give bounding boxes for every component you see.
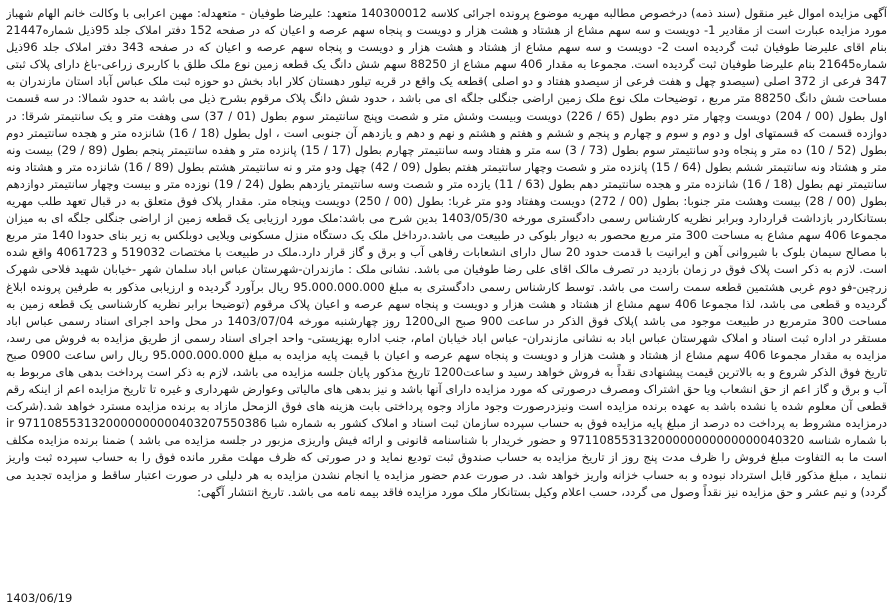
- publication-date: 1403/06/19: [6, 591, 73, 605]
- auction-notice-text: آگهی مزایده اموال غیر منقول (سند ذمه) درخصوص مطالبه مهریه موضوع پرونده اجرائی کلاسه 140300012 متعهد: علیرضا طوفیان - متعهدله: مهین اعرابی با وکالت خانم الهام شهباز مورد مزایده عبارت است از مقادیر 1- دویست و سه سهم مشاع از هشتاد و هشت هزار و دویست و پنجاه سهم عرصه و اعیان که در صفحه 152 دفتر املاک جلد 95ذیل شماره21447 بنام اقای علیرضا طوفیان ثبت گردیده است 2- دویست و سه سهم مشاع از هشتاد و هشت هزار و دویست و پنجاه سهم عرصه و اعیان که در صفحه 343 دفتر املاک جلد 96ذیل شماره21645 بنام علیرضا طوفیان ثبت گردیده است. مجموعا به مقدار 406 سهم مشاع از 88250 سهم شش دانگ یک قطعه زمین نوع ملک طلق با کاربری زراعی-باغ دارای پلاک ثبتی 347 فرعی از 372 اصلی (سیصدو چهل و هفت فرعی از سیصدو هفتاد و دو اصلی )قطعه یک واقع در قریه تیلور دهستان کلار اباد بخش دو حوزه ثبت ملک عباس آباد استان مازندران به مساحت شش دانگ 88250 متر مربع ، توضیحات ملک نوع ملک زمین اراضی جنگلی جلگه ای می باشد ، حدود شش دانگ پلاک مرقوم بشرح ذیل می باشد به حدود شمالا: در سه قسمت اول بطول (00 / 204) دویست وچهار متر دوم بطول (65 / 226) دویست وبیست وشش متر و شصت وپنج سانتیمتر سوم بطول (01 / 37) سی وهفت متر و یک سانتیمتر شرقا: در دوازده قسمت که قسمتهای اول و دوم و سوم و چهارم و پنجم و ششم و هفتم و هشتم و نهم و دهم و یازدهم آن جنوبی است ، اول بطول (18 / 16) شانزده متر و هجده سانتیمتر دوم بطول (52 / 10) ده متر و پنجاه ودو سانتیمتر سوم بطول (73 / 3) سه متر و هفتاد وسه سانتیمتر چهارم بطول (17 / 15) پانزده متر و هفده سانتیمتر پنجم بطول (89 / 29) بیست ونه متر و هشتاد ونه سانتیمتر ششم بطول (64 / 15) پانزده متر و شصت وچهار سانتیمتر هفتم بطول (09 / 42) چهل ودو متر و نه سانتیمتر هشتم بطول (89 / 16) شانزده متر و هشتاد ونه سانتیمتر نهم بطول (18 / 16) شانزده متر و هجده سانتیمتر دهم بطول (63 / 11) یازده متر و شصت وسه سانتیمتر یازدهم بطول (24 / 19) نوزده متر و بیست وچهار سانتیمتر دوازدهم بطول (00 / 28) بیست وهشت متر جنوبا: بطول (00 / 272) دویست وهفتاد ودو متر غربا: بطول (00 / 250) دویست وپنجاه متر. مقدار پلاک فوق متعلق به در قبال تعهد طلب مهریه بستانکاردر بازداشت قراردارد وبرابر نظریه کارشناس رسمی دادگستری مورخه 1403/05/30 بدین شرح می باشد:ملک مورد ارزیابی یک قطعه زمین از اراضی جنگلی جلگه ای به میزان مجموعا 406 سهم مشاع به مساحت 300 متر مربع محصور به دیوار بلوکی در طبیعت می باشد.درداخل ملک یک دستگاه منزل مسکونی ویلایی دوبلکس به زیر بنای حدودا 140 متر مربع با مصالح سیمان بلوک با شیروانی آهن و ایرانیت با قدمت حدود 20 سال دارای انشعابات رفاهی آب و برق و گاز قرار دارد.ملک در طبیعت با مختصات 519032 و 4061723 واقع شده است. لازم به ذکر است پلاک فوق در زمان بازدید در تصرف مالک اقای علی رضا طوفیان می باشد. نشانی ملک : مازندران-شهرستان عباس اباد سلمان شهر -خیابان شهید فلاحی شهرک زرچین-فو دوم غربی هشتمین قطعه سمت راست می باشد. توسط کارشناس رسمی دادگستری به مبلغ 95.000.000.000 ریال برآورد گردیده و ارزیابی مذکور به طرفین پرونده ابلاغ گردیده و قطعی می باشد، لذا مجموعا 406 سهم مشاع از هشتاد و هشت هزار و دویست و پنجاه سهم عرصه و اعیان پلاک مرقوم (توضیحا برابر نظریه کارشناسی یک قطعه زمین به مساحت 300 مترمربع در طبیعت موجود می باشد )پلاک فوق الذکر در ساعت 900 صبح الی1200 روز چهارشنبه مورخه 1403/07/04 در محل واحد اجرای اسناد رسمی عباس اباد مستقر در اداره ثبت اسناد و املاک شهرستان عباس اباد به نشانی مازندران- عباس اباد خیابان امام، جنب اداره بهزیستی- واحد اجرای اسناد رسمی از طریق مزایده به فروش می رسد، مزایده به مقدار مجموعا 406 سهم مشاع از هشتاد و هشت هزار و دویست و پنجاه سهم عرصه و اعیان با قیمت پایه مزایده به مبلغ 95.000.000.000 ریال راس ساعت 0900 صبح تاریخ فوق الذکر شروع و به بالاترین قیمت پیشنهادی نقداً به فروش خواهد رسید و ساعت1200 تاریخ مذکور پایان جلسه مزایده می باشد، لازم به ذکر است پرداخت بدهی های مربوط به آب و برق و گاز اعم از حق انشعاب ویا حق اشتراک ومصرف درصورتی که مورد مزایده دارای آنها باشد و نیز بدهی های مالیاتی وعوارض شهرداری و غیره تا تاریخ مزایده اعم از اینکه رقم قطعی آن معلوم شده یا نشده باشد به عهده برنده مزایده است ونیزدرصورت وجود مازاد وجوه پرداختی بابت هزینه های فوق الزمحل مازاد به برنده مزایده مسترد خواهد شد.(شرکت درمزایده مشروط به پرداخت ده درصد از مبلغ پایه مزایده فوق به حساب سپرده سازمان ثبت اسناد و املاک کشور به شماره شبا 9711085531320000000000403207550386 ir با شماره شناسه 97110855313200000000000000040320 و حضور خریدار با شناسنامه قانونی و ارائه فیش واریزی مزبور در جلسه مزایده می باشد ) ضمنا برنده مزایده مکلف است ما به التفاوت مبلغ فروش را ظرف مدت پنج روز از تاریخ مزایده به حساب صندوق ثبت تودیع نماید و در صورتی که ظرف مهلت مقرر مانده فوق را به حساب سپرده ثبت واریز ننماید ، مبلغ مذکور قابل استرداد نبوده و به حساب خزانه واریز خواهد شد. در صورت عدم حضور مزایده یا انجام نشدن مزایده به هر دلیلی در صورت اعتبار ساقط و مزایده تجدید می گردد) و نیم عشر و حق مزایده نیز نقداً وصول می گردد، حسب اعلام وکیل بستانکار ملک مورد مزایده فاقد بیمه نامه می باشد. تاریخ انتشار آگهی:: [6, 6, 887, 499]
